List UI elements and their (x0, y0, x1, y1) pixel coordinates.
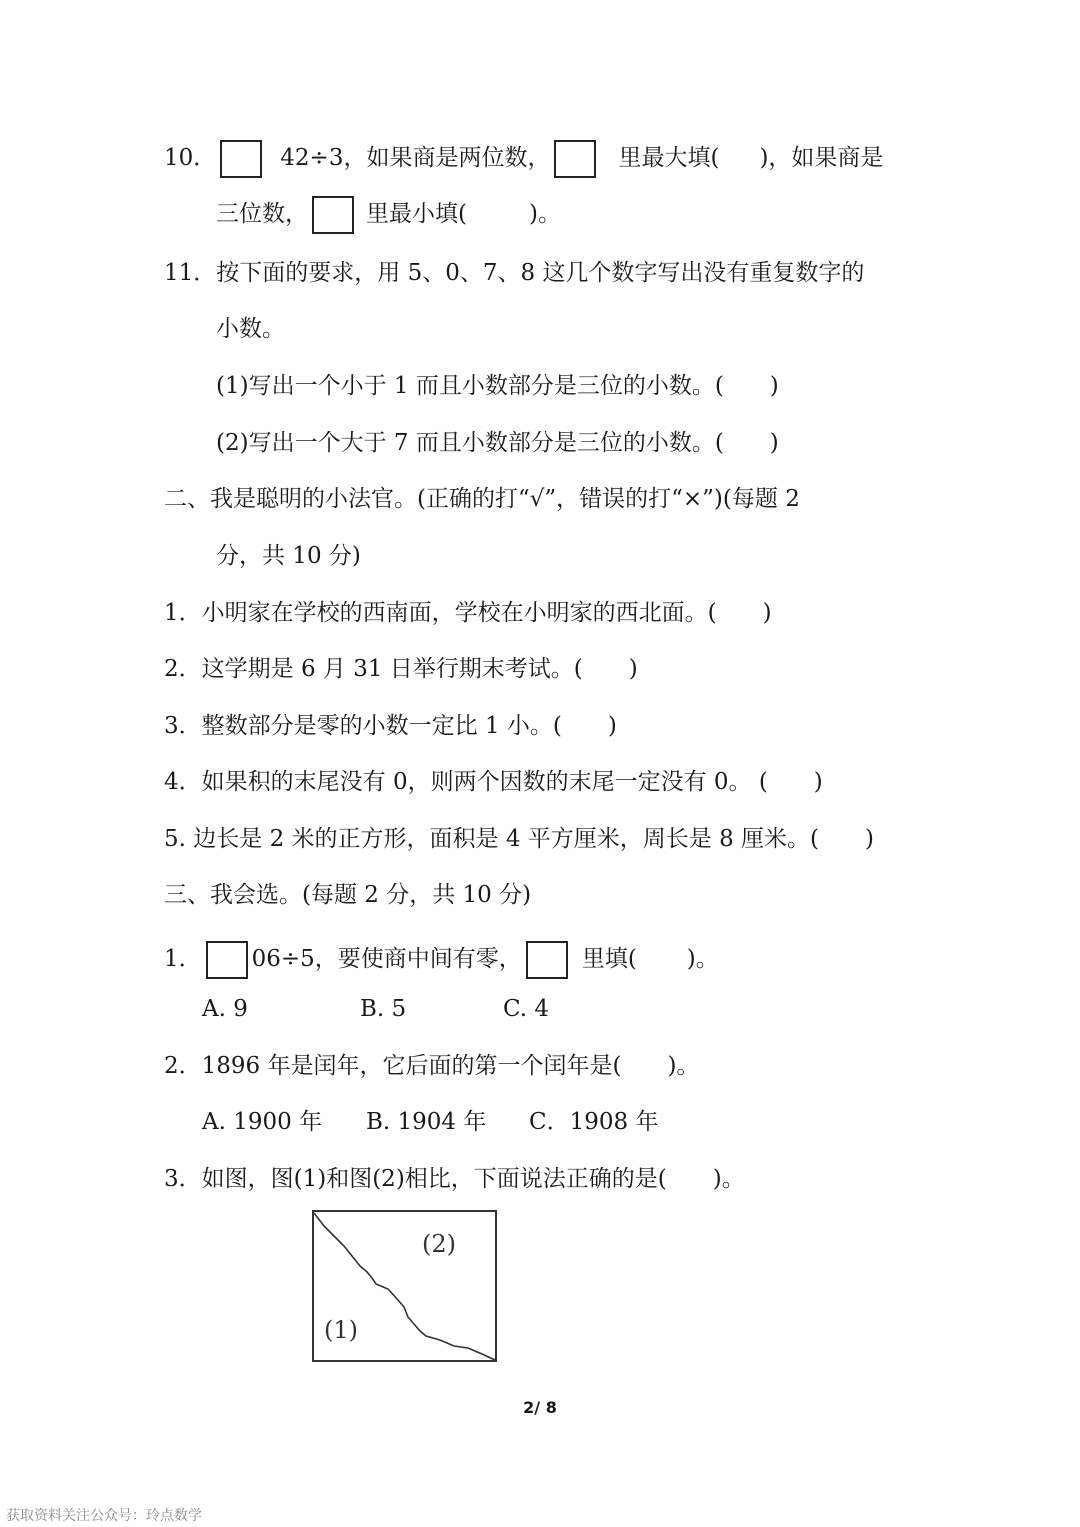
s3-q3-text: 3．如图，图(1)和图(2)相比，下面说法正确的是( )。 (164, 1166, 745, 1192)
answer-box[interactable] (312, 196, 354, 234)
page-number: 2/ 8 (523, 1398, 557, 1417)
section3-title: 三、我会选。(每题 2 分，共 10 分) (164, 882, 532, 908)
s3-q2-text: 2．1896 年是闰年，它后面的第一个闰年是( )。 (164, 1053, 700, 1079)
q10-number: 10． (164, 145, 217, 171)
figure-label-2: (2) (422, 1230, 456, 1258)
option-b: B. 1904 年 (366, 1109, 487, 1135)
s3-q2-options (202, 1111, 658, 1134)
q11-line-1: 11．按下面的要求，用 5、0、7、8 这几个数字写出没有重复数字的 (164, 260, 865, 286)
q11-sub-1: (1)写出一个小于 1 而且小数部分是三位的小数。( ) (216, 373, 779, 399)
section2-item-4: 4．如果积的末尾没有 0，则两个因数的末尾一定没有 0。 ( ) (164, 769, 823, 795)
s3-q1-number: 1． (164, 946, 202, 972)
section2-item-1: 1．小明家在学校的西南面，学校在小明家的西北面。( ) (164, 600, 772, 626)
answer-box[interactable] (206, 941, 248, 979)
section2-item-2: 2．这学期是 6 月 31 日举行期末考试。( ) (164, 656, 638, 682)
s3-q1-options (202, 998, 549, 1021)
q11-line-2: 小数。 (216, 316, 285, 342)
s3-q1-line (164, 941, 719, 979)
option-c: C．1908 年 (529, 1109, 659, 1135)
q10-text-f: )。 (528, 201, 561, 227)
section2-title-1: 二、我是聪明的小法官。(正确的打“√”，错误的打“×”)(每题 2 (164, 486, 800, 512)
s3-q1-text-c: )。 (686, 946, 719, 972)
q10-text-c: )，如果商是 (759, 145, 884, 171)
q10-line-2 (216, 196, 561, 234)
section2-item-3: 3．整数部分是零的小数一定比 1 小。( ) (164, 713, 617, 739)
option-b: B. 5 (360, 996, 407, 1022)
option-a: A. 1900 年 (202, 1109, 323, 1135)
q10-text-e: 里最小填( (366, 201, 467, 227)
q10-line-1 (164, 140, 883, 178)
q11-sub-2: (2)写出一个大于 7 而且小数部分是三位的小数。( ) (216, 430, 779, 456)
watermark: 获取资料关注公众号：玲点数学 (6, 1508, 202, 1524)
s3-q1-text-a: 06÷5，要使商中间有零， (251, 946, 522, 972)
option-a: A. 9 (202, 996, 248, 1022)
section2-item-5: 5. 边长是 2 米的正方形，面积是 4 平方厘米，周长是 8 厘米。( ) (164, 826, 874, 852)
option-c: C. 4 (503, 996, 550, 1022)
answer-box[interactable] (220, 140, 262, 178)
q10-text-b: 里最大填( (618, 145, 720, 171)
s3-q1-text-b: 里填( (581, 946, 637, 972)
figure-label-1: (1) (324, 1316, 358, 1344)
split-square-figure (312, 1210, 497, 1362)
q10-text-a: 42÷3，如果商是两位数， (280, 145, 551, 171)
answer-box[interactable] (554, 140, 596, 178)
section2-title-2: 分，共 10 分) (216, 543, 361, 569)
q10-text-d: 三位数， (216, 201, 308, 227)
answer-box[interactable] (526, 941, 568, 979)
